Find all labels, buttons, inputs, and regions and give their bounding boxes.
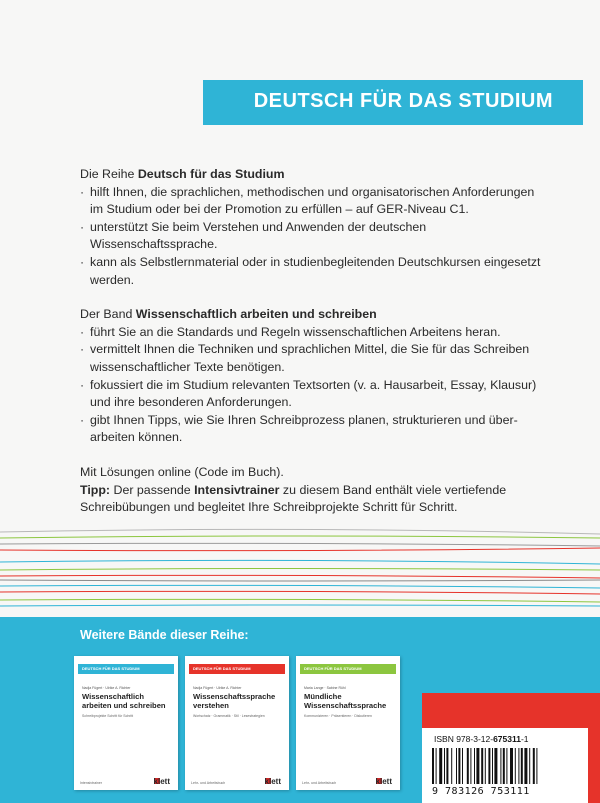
list-item: · kann als Selbstlernmaterial oder in studienbegleitenden Deutschkursen eingesetzt werden. bbox=[80, 254, 541, 287]
blurb bbox=[80, 166, 550, 517]
book-cover-3: DEUTSCH FÜR DAS STUDIUM Maria Lange · Sabine Rühl Mündliche Wissenschaftssprache Kommunizieren · Präsentieren · Diskutieren Lehr- und Arbeitsbuch klett bbox=[296, 656, 400, 790]
isbn-barcode bbox=[422, 728, 588, 803]
list-item: · führt Sie an die Standards und Regeln wissenschaftlichen Arbeitens heran. bbox=[80, 324, 501, 339]
online-solutions-note: Mit Lösungen online (Code im Buch). bbox=[80, 464, 284, 479]
book-title: Wissenschaftlich arbeiten und schreiben bbox=[82, 692, 166, 710]
book-cover-1: DEUTSCH FÜR DAS STUDIUM Nadja Fügert · Ulrike A. Richter Wissenschaftlich arbeiten und schreiben Schreibprojekte Schritt für Schritt Intensivtrainer klett bbox=[74, 656, 178, 790]
list-item: · fokussiert die im Studium relevanten Textsorten (v. a. Hausarbeit, Essay, Klausur) und ihre besonderen Anforderungen. bbox=[80, 377, 537, 410]
list-item: · unterstützt Sie beim Verstehen und Anwenden der deutschen Wissenschaftssprache. bbox=[80, 219, 427, 252]
tip-label: Tipp: bbox=[80, 482, 111, 497]
barcode-digits: 9 783126 753111 bbox=[432, 786, 530, 797]
series-title: DEUTSCH FÜR DAS STUDIUM bbox=[253, 90, 553, 112]
band-name: Wissenschaftlich arbeiten und schreiben bbox=[135, 307, 377, 322]
series-bullets bbox=[80, 184, 550, 290]
list-item: · gibt Ihnen Tipps, wie Sie Ihren Schreibprozess planen, strukturieren und über- arbeiten können. bbox=[80, 412, 518, 445]
band-intro: Der Band Wissenschaftlich arbeiten und schreiben bbox=[80, 307, 377, 322]
tip-paragraph: Tipp: Der passende Intensivtrainer zu diesem Band enthält viele vertiefende Schreibübungen und begleitet Ihre Schreibprojekte Schritt für Schritt. bbox=[80, 482, 507, 515]
header-band bbox=[203, 80, 583, 125]
barcode-icon bbox=[430, 748, 580, 786]
more-volumes-title: Weitere Bände dieser Reihe: bbox=[80, 628, 249, 642]
series-intro: Die Reihe Deutsch für das Studium bbox=[80, 167, 285, 181]
isbn-number: ISBN 978-3-12-675311-1 bbox=[434, 734, 529, 744]
book-cover-2: DEUTSCH FÜR DAS STUDIUM Nadja Fügert · Ulrike A. Richter Wissenschaftssprache verstehen Wortschatz · Grammatik · Stil · Lesestrategien Lehr- und Arbeitsbuch klett bbox=[185, 656, 289, 790]
list-item: · vermittelt Ihnen die Techniken und sprachlichen Mittel, die Sie für das Schreiben wissenschaftlicher Texte benötigen. bbox=[80, 342, 530, 374]
series-name: Deutsch für das Studium bbox=[137, 167, 285, 181]
book-title: Mündliche Wissenschaftssprache bbox=[304, 692, 387, 710]
book-title: Wissenschaftssprache verstehen bbox=[193, 692, 276, 710]
list-item: · hilft Ihnen, die sprachlichen, methodischen und organisatorischen Anforderungen im Studium oder bei der Promotion zu erfüllen – auf GER-Niveau C1. bbox=[80, 184, 535, 217]
tip-product: Intensivtrainer bbox=[194, 482, 280, 497]
decorative-lines bbox=[0, 522, 600, 612]
band-bullets bbox=[80, 324, 550, 447]
